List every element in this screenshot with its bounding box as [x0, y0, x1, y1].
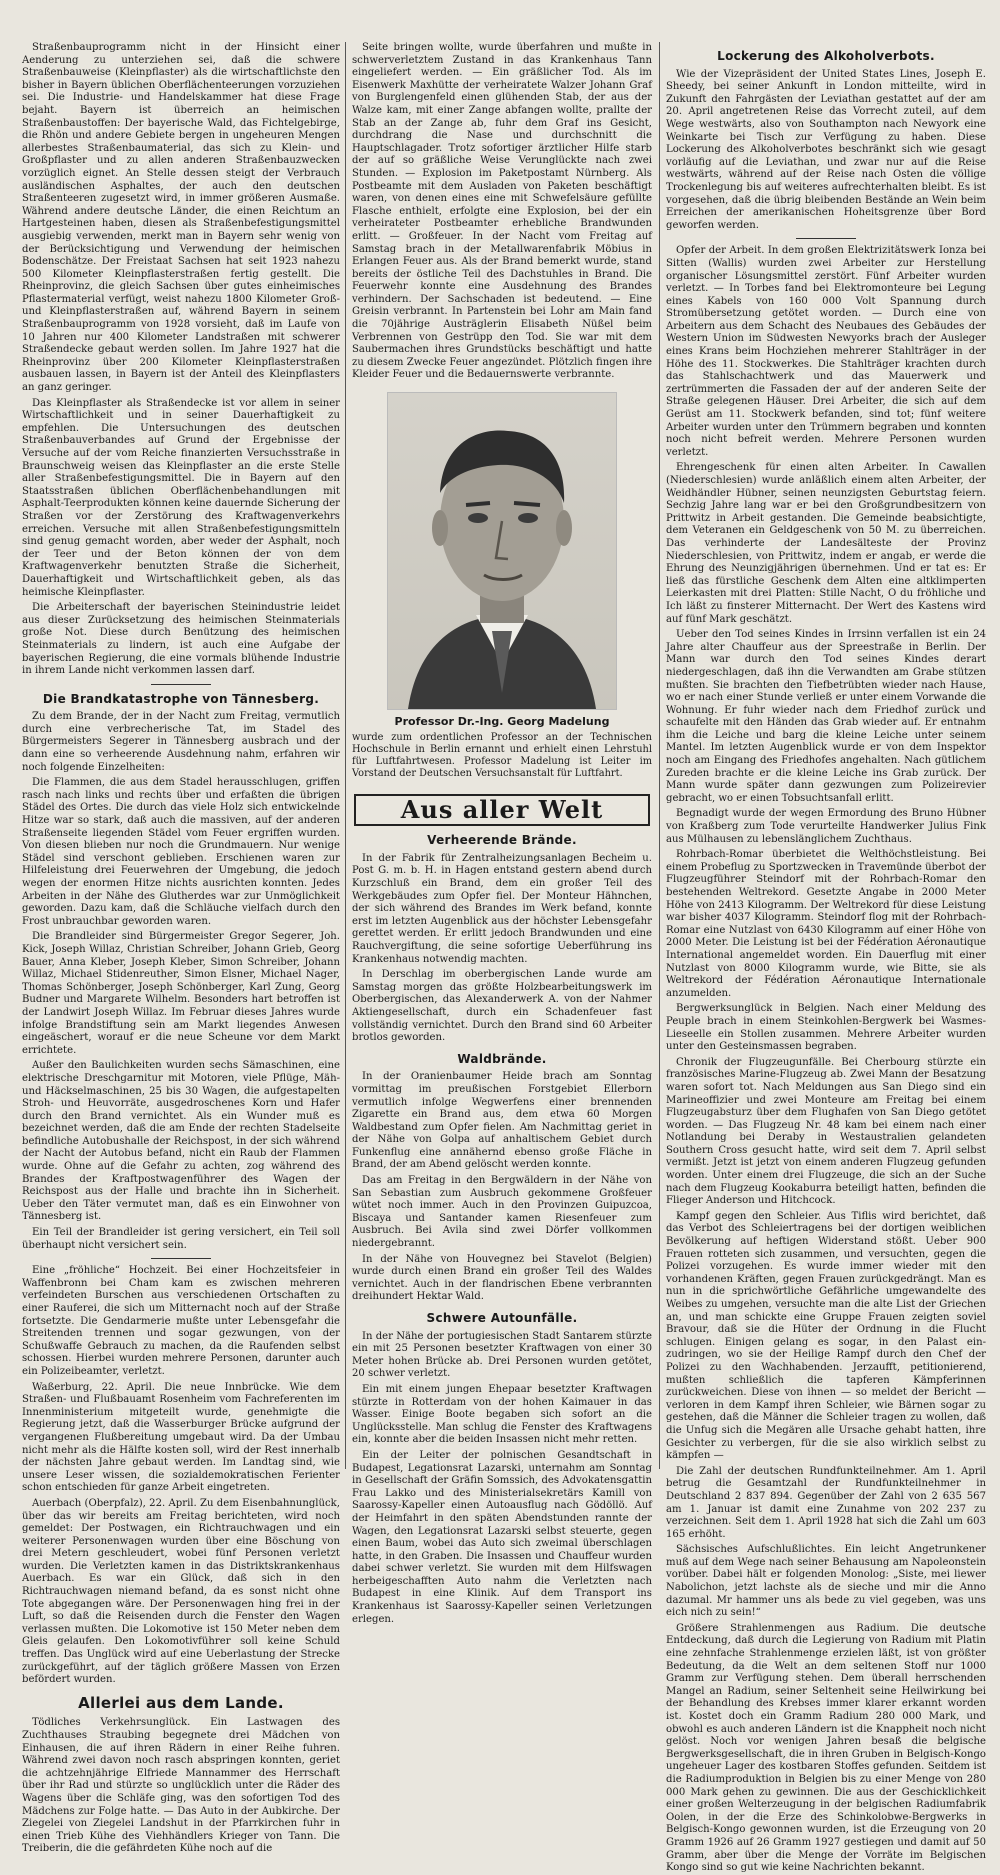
section-heading: Waldbrände.: [457, 1051, 547, 1066]
article-paragraph: Außer den Baulichkeiten wurden sechs Sämaschinen, eine elektrische Dreschgarnitur mit Motoren, viele Pflüge, Mäh- und Häckselmaschinen, 25 bis 30 Wagen, die aufgestapelten Stroh- und Heuvorräte, ausgedroschenes Korn und Hafer durch den Brand vernichtet. Als ein Wunder muß es bezeichnet werden, daß die am Ende der rechten Stadelseite befindliche Autobushalle der Reichspost, in der sich während der Nacht der Autobus befand, nicht ein Raub der Flammen wurde. Ohne auf die Gefahr zu achten, zog während des Brandes der Kraftpostwagenführer des Wagen der Reichspost aus der Halle und brachte ihn in Sicherheit. Ueber den Täter vermutet man, daß es ein Einwohner von Tännesberg ist.: [22, 1060, 340, 1223]
article-paragraph: Rohrbach-Romar überbietet die Welthöchstleistung. Bei einem Probeflug zu Sportzwecken in Travemünde überbot der Flugzeugführer Steindorf mit der Rohrbach-Romar den bestehenden Weltrekord. Gesetzte Angabe in 2000 Meter Höhe von 2413 Kilogramm. Der Weltrekord für diese Leistung war bisher 4037 Kilogramm. Steindorf flog mit der Rohrbach-Romar eine Nutzlast von 6430 Kilogramm auf einer Höhe von 2000 Meter. Die Leistung ist bei der Fédération Aéronautique International angemeldet worden. Ein Dauerflug mit einer Nutzlast von 8000 Kilogramm wurde, wie Bitte, sie als Weltrekord der Fédération Aéronautique Internationale anzumelden.: [666, 849, 986, 999]
article-paragraph: Opfer der Arbeit. In dem großen Elektrizitätswerk Ionza bei Sitten (Wallis) wurden zwei Arbeiter zur Herstellung organischer Lösungsmittel zerstört. Fünf Arbeiter wurden verletzt. — In Torbes fand bei Elektromonteure bei Legung eines Kabels von 160 000 Volt Spannung durch Stromübersetzung getötet worden. — Durch eine von Arbeitern aus dem Schacht des Neubaues des Gebäudes der Western Union im Südwesten Newyorks brach der Ausleger eines Krans beim Hochziehen mehrerer Stahlträger in der Höhe des 11. Stockwerkes. Die Stahlträger krachten durch das Stahlschachtwerk und das Mauerwerk und zertrümmerten die Fassaden der auf der anderen Seite der Straße gelegenen Häuser. Drei Arbeiter, die sich auf dem Gerüst am 11. Stockwerk befanden, sind tot; fünf weitere Arbeiter wurden unter den Trümmern begraben und konnten noch nicht befreit werden. Mehrere Personen wurden verletzt.: [666, 245, 986, 458]
article-paragraph: Zu dem Brande, der in der Nacht zum Freitag, vermutlich durch eine verbrecherische Tat, im Stadel des Bürgermeisters Segerer in Tännesberg ausbrach und der dann eine so verheerende Ausdehnung nahm, erfahren wir noch folgende Einzelheiten:: [22, 711, 340, 773]
article-paragraph: Wie der Vizepräsident der United States Lines, Joseph E. Sheedy, bei seiner Ankunft in London mitteilte, wird in Zukunft den Fahrgästen der Leviathan gestattet auf der am 20. April angetretenen Reise das Vorrecht zuteil, auf dem Wege westwärts, also von Southampton nach Newyork eine Weinkarte bei Tisch zur Verfügung zu haben. Diese Lockerung des Alkoholverbotes beschränkt sich wie gesagt vorläufig auf die Leviathan, und zwar nur auf die Reise westwärts, während auf der Reise nach Osten die völlige Trockenlegung bis auf weiteres aufrechterhalten bleibt. Es ist vorgesehen, daß die übrig bleibenden Bestände an Wein beim Erreichen der amerikanischen Hoheitsgrenze über Bord geworfen werden.: [666, 68, 986, 231]
section-divider: [796, 238, 856, 239]
article-paragraph: Tödliches Verkehrsunglück. Ein Lastwagen des Zuchthauses Straubing begegnete drei Mädchen von Einhausen, die auf ihren Rädern in einer Reihe fuhren. Während zwei davon noch rasch abspringen konnten, geriet die achtzehnjährige Elfriede Mannammer des Herrschaft über ihr Rad und stürzte so unglücklich unter die Räder des Wagens über die Schläfe ging, was den sofortigen Tod des Mädchens zur Folge hatte. — Das Auto in der Aubkirche. Der Ziegelei von Ziegelei Landshut in der Pfarrkirchen fuhr in einen Trieb Kühe des Viehhändlers Krieger von Tann. Die Treiberin, die die gefährdeten Kühe noch auf die: [22, 1717, 340, 1855]
section-heading: Die Brandkatastrophe von Tännesberg.: [42, 691, 320, 706]
article-paragraph: Ein mit einem jungen Ehepaar besetzter Kraftwagen stürzte in Rotterdam von der hohen Kaimauer in das Wasser. Einige Boote begaben sich sofort an die Unglücksstelle. Man schlug die Fenster des Kraftwagens ein, konnte aber die beiden Insassen nicht mehr retten.: [352, 1383, 652, 1446]
caption-body: wurde zum ordentlichen Professor an der Technischen Hochschule in Berlin ernannt und erhielt einen Lehrstuhl für Luftfahrtwesen. Professor Madelung ist Leiter im Vorstand der Deutschen Versuchsanstalt für Luftfahrt.: [352, 731, 652, 779]
article-paragraph: Eine „fröhliche“ Hochzeit. Bei einer Hochzeitsfeier in Waffenbronn bei Cham kam es zwischen mehreren verfeindeten Burschen aus verschiedenen Ortschaften zu einer Rauferei, die sich um Mitternacht noch auf der Straße fortsetzte. Die Gendarmerie mußte unter Lebensgefahr die Streitenden trennen und sogar gezwungen, von der Schußwaffe Gebrauch zu machen, da die Raufenden selbst schossen. Hierbei wurden mehrere Personen, darunter auch ein Polizeibeamter, verletzt.: [22, 1265, 340, 1377]
section-heading: Verheerende Brände.: [427, 833, 577, 848]
column-rule: [659, 42, 660, 1469]
article-paragraph: Seite bringen wollte, wurde überfahren und mußte in schwerverletztem Zustand in das Krankenhaus Tann eingeliefert werden. — Ein gräßlicher Tod. Als im Eisenwerk Maxhütte der verheiratete Walzer Johann Graf von Burglengenfeld einen glühenden Stab, der aus der Walze kam, mit einer Zange abfangen wollte, prallte der Stab an der Zange ab, fuhr dem Graf ins Gesicht, durchdrang die Nase und durchschnitt die Hauptschlagader. Trotz sofortiger ärztlicher Hilfe starb der auf so gräßliche Weise Verunglückte nach zwei Stunden. — Explosion im Paketpostamt Nürnberg. Als Postbeamte mit dem Ausladen von Paketen beschäftigt waren, von denen eines eine mit Schwefelsäure gefüllte Flasche enthielt, erfolgte eine Explosion, bei der ein verheirateter Postbeamter erhebliche Brandwunden erlitt. — Großfeuer. In der Nacht vom Freitag auf Samstag brach in der Metallwarenfabrik Möbius in Erlangen Feuer aus. Als der Brand bemerkt wurde, stand bereits der östliche Teil des Dachstuhles in Brand. Die Feuerwehr konnte eine Ausdehnung des Brandes verhindern. Der Sachschaden ist bedeutend. — Eine Greisin verbrannt. In Partenstein bei Lohr am Main fand die 70jährige Austräglerin Elisabeth Nüßel beim Verbrennen von Gestrüpp den Tod. Sie war mit dem Saubermachen ihres Grundstücks beschäftigt und hatte zu diesem Zwecke Feuer angezündet. Plötzlich fingen ihre Kleider Feuer und die Bedauernswerte verbrannte.: [352, 42, 652, 381]
article-paragraph: In der Oranienbaumer Heide brach am Sonntag vormittag im preußischen Forstgebiet Ellerborn vermutlich infolge Wegwerfens einer brennenden Zigarette ein Brand aus, dem etwa 60 Morgen Waldbestand zum Opfer fielen. Am Nachmittag geriet in der Nähe von Golpa auf anhaltischem Gebiet durch Funkenflug eine annähernd ebenso große Fläche in Brand, der am Abend gelöscht werden konnte.: [352, 1071, 652, 1171]
article-paragraph: Die Brandleider sind Bürgermeister Gregor Segerer, Joh. Kick, Joseph Willaz, Christian Schreiber, Johann Grieb, Georg Bauer, Anna Kleber, Joseph Kleber, Simon Schreiber, Johann Willaz, Michael Stidenreuther, Simon Elsner, Michael Nager, Thomas Schönberger, Joseph Schönberger, Karl Zung, Georg Budner und Margarete Wilhelm. Besonders hart betroffen ist der Landwirt Joseph Willaz. Im Februar dieses Jahres wurde infolge Brandstiftung sein am Markt liegendes Anwesen eingeäschert, worauf er die neue Scheune vor dem Markt errichtete.: [22, 931, 340, 1056]
column-left: [22, 42, 340, 1855]
section-divider: [151, 684, 211, 685]
article-paragraph: Ein der Leiter der polnischen Gesandtschaft in Budapest, Legationsrat Lazarski, unternahm am Sonntag in Gesellschaft der Gräfin Somssich, des Advokatensgattin Frau Lakko und des Ministerialsekretärs Kamill von Saarossy-Kapeller einen Autoausflug nach Gödöllö. Auf der Heimfahrt in den späten Abendstunden rannte der Wagen, den Legationsrat Lazarski selbst steuerte, gegen einen Baum, wobei das Auto sich zweimal überschlagen hatte, in den Graben. Die Insassen und Chauffeur wurden dabei schwer verletzt. Sie wurden mit dem Hilfswagen herbeigeschafften Auto nahm die Verletzten nach Budapest in eine Klinik. Auf dem Transport ins Krankenhaus ist Saarossy-Kapeller seinen Verletzungen erlegen.: [352, 1449, 652, 1625]
article-paragraph: In der Nähe von Houvegnez bei Stavelot (Belgien) wurde durch einen Brand ein großer Teil des Waldes vernichtet. Auch in der flandrischen Ebene verbrannten dreihundert Hektar Wald.: [352, 1253, 652, 1303]
column-right: [666, 42, 986, 1874]
column-middle: [352, 42, 652, 1625]
section-divider: [151, 1258, 211, 1259]
section-banner: Aus aller Welt: [354, 794, 650, 827]
section-heading: Schwere Autounfälle.: [426, 1311, 578, 1325]
portrait-photo: [387, 392, 617, 710]
article-paragraph: Sächsisches Aufschlußlichtes. Ein leicht Angetrunkener muß auf dem Wege nach seiner Behausung am Napoleonstein vorüber. Dabei hält er folgenden Monolog: „Siste, mei liewer Nabolichon, jetzt lachste als de sieche und mir die Anno dazumal. Mr hammer uns als bede zu viel gegeben, was uns eich nich zu sein!“: [666, 1544, 986, 1619]
article-paragraph: Das Kleinpflaster als Straßendecke ist vor allem in seiner Wirtschaftlichkeit und in seiner Dauerhaftigkeit zu empfehlen. Die Untersuchungen des deutschen Straßenbauverbandes auf Grund der Ergebnisse der Versuche auf der vom Reiche finanzierten Versuchsstraße in Braunschweig weisen das Kleinpflaster an die erste Stelle aller Straßenbefestigungsmittel. Die in Bayern auf den Staatsstraßen üblichen Oberflächenbehandlungen mit Asphalt-Teerprodukten können keine dauernde Sicherung der Straßen vor der Zerstörung des Kraftwagenverkehrs erreichen. Versuche mit allen Straßenbefestigungsmitteln sind genug gemacht worden, aber weder der Asphalt, noch der Teer und der Beton können der von dem Kraftwagenverkehr benutzten Straße die Sicherheit, Dauerhaftigkeit und Wirtschaftlichkeit geben, als das heimische Kleinpflaster.: [22, 397, 340, 598]
article-paragraph: Die Zahl der deutschen Rundfunkteilnehmer. Am 1. April betrug die Gesamtzahl der Rundfunkteilnehmer in Deutschland 2 837 894. Gegenüber der Zahl von 2 635 567 am 1. Januar ist damit eine Zunahme von 202 237 zu verzeichnen. Seit dem 1. April 1928 hat sich die Zahl um 603 165 erhöht.: [666, 1465, 986, 1540]
article-paragraph: Waßerburg, 22. April. Die neue Innbrücke. Wie dem Straßen- und Flußbauamt Rosenheim vom Fachreferenten im Innenministerium mitgeteilt wurde, genehmigte die Regierung jetzt, daß die Wasserburger Brücke aufgrund der vergangenen Flußbereitung umgebaut wird. Da der Umbau nicht mehr als die Hälfte kosten soll, wird der Rest innerhalb der nächsten Jahre gebaut werden. Im Landtag sind, wie unsere Leser wissen, die sozialdemokratischen Ferienter schon entschieden für ganze Arbeit eingetreten.: [22, 1381, 340, 1494]
article-paragraph: In der Fabrik für Zentralheizungsanlagen Becheim u. Post G. m. b. H. in Hagen entstand gestern abend durch Kurzschluß ein Brand, dem ein großer Teil des Werkgebäudes zum Opfer fiel. Der Monteur Hähnchen, der sich während des Brandes im Werk befand, konnte erst im letzten Augenblick aus der höchster Lebensgefahr gerettet werden. Er erlitt jedoch Brandwunden und eine Rauchvergiftung, die seine sofortige Ueberführung ins Krankenhaus notwendig machten.: [352, 852, 652, 965]
column-rule: [345, 42, 346, 1469]
article-paragraph: Die Arbeiterschaft der bayerischen Steinindustrie leidet aus dieser Zurücksetzung des heimischen Steinmaterials große Not. Diese durch Benützung des heimischen Steinmaterials zu lindern, ist auch eine Aufgabe der bayerischen Regierung, die eine vormals blühende Industrie in ihrem Lande nicht verkommen lassen darf.: [22, 602, 340, 677]
caption-title: Professor Dr.-Ing. Georg Madelung: [394, 715, 610, 729]
article-paragraph: Das am Freitag in den Bergwäldern in der Nähe von San Sebastian zum Ausbruch gekommene Großfeuer wütet noch immer. Auch in den Provinzen Guipuzcoa, Biscaya und Santander kamen Riesenfeuer zum Ausbruch. Bei Avila sind zwei Dörfer vollkommen niedergebrannt.: [352, 1175, 652, 1250]
article-paragraph: Ueber den Tod seines Kindes in Irrsinn verfallen ist ein 24 Jahre alter Chauffeur aus der Spreestraße in Berlin. Der Mann war durch den Tod seines Kindes derart niedergeschlagen, daß ihn die Verwandten am Grabe stützen mußten. Sie brachten den Tiefbetrübten wieder nach Hause, wo er nach einer Stunde verließ er unter einem Vorwande die Wohnung. Er fuhr wieder nach dem Friedhof zurück und schaufelte mit den Händen das Grab wieder auf. Er entnahm ihm die Leiche und barg die kleine Leiche unter seinem Mantel. Im letzten Augenblick wurde er von dem Inspektor noch am Eingang des Friedhofes angehalten. Nach gütlichem Zureden brachte er die kleine Leiche ins Grab zurück. Der Mann wurde später dann gezwungen zum Polizeirevier gebracht, wo er einen Tobsuchtsanfall erlitt.: [666, 629, 986, 804]
article-paragraph: Die Flammen, die aus dem Stadel herausschlugen, griffen rasch nach links und rechts über und erfaßten die übrigen Städel des Ortes. Die durch das viele Holz sich entwickelnde Hitze war so stark, daß auch die massiven, auf der anderen Straßenseite liegenden Städel vom Feuer ergriffen wurden. Von diesen blieben nur noch die Grundmauern. Nur wenige Städel sind verschont geblieben. Erschienen waren zur Hilfeleistung drei Feuerwehren der Umgebung, die jedoch wegen der enormen Hitze nichts ausrichten konnten. Jedes Arbeiten in der Nähe des Glutherdes war zur Unmöglichkeit geworden. Dazu kam, daß die Schläuche vielfach durch den Frost unbrauchbar geworden waren.: [22, 777, 340, 927]
article-paragraph: Größere Strahlenmengen aus Radium. Die deutsche Entdeckung, daß durch die Legierung von Radium mit Platin eine zehnfache Strahlenmenge erzielen läßt, ist von größter Bedeutung, da die Welt an dem seltenen Stoff nur 1000 Gramm zur Verfügung stehen. Dem überall herrschenden Mangel an Radium, seiner Seltenheit seine Heilwirkung bei der Behandlung des Krebses immer klarer erkannt worden ist. Kostet doch ein Gramm Radium 280 000 Mark, und obwohl es auch anderen Ländern ist die Knappheit noch nicht gelöst. Noch vor wenigen Jahren besaß die belgische Bergwerksgesellschaft, die in ihren Gruben in Belgisch-Kongo ungeheuer Lager des kostbaren Stoffes gefunden. Seitdem ist die Radiumproduktion in Belgien bis zu einer Menge von 280 000 Mark gehen zu gewinnen. Die aus der Geschicklichkeit einer großen Welterzeugung in der belgischen Radiumfabrik Oolen, in der die Erze des Schinkolobwe-Bergwerks in Belgisch-Kongo gewonnen wurden, ist die Erzeugung von 20 Gramm 1926 auf 26 Gramm 1927 gestiegen und damit auf 50 Gramm, aber über die Menge der Vorräte im Belgischen Kongo sind so gut wie keine Nachrichten bekannt.: [666, 1622, 986, 1874]
section-heading: Allerlei aus dem Lande.: [78, 1693, 284, 1712]
article-paragraph: Ehrengeschenk für einen alten Arbeiter. In Cawallen (Niederschlesien) wurde anläßlich einem alten Arbeiter, der Weidhändler Hübner, seinen neunzigsten Geburtstag feiern. Sechzig Jahre lang war er bei den Großgrundbesitzern von Prittwitz in Arbeit gestanden. Die Gemeinde beabsichtigte, dem Veteranen ein Geldgeschenk von 50 M. zu überreichen. Das verhinderte der Landesälteste der Provinz Niederschlesien, von Prittwitz, indem er angab, er werde die Ehrung des Neunzigjährigen übernehmen. Und er tat es: Er ließ das fürstliche Geschenk dem Alten eine altklimperten Leierkasten mit drei Platten: Stille Nacht, O du fröhliche und Ich läßt zu finsterer Mitternacht. Der Wert des Kastens wird auf fünf Mark geschätzt.: [666, 462, 986, 625]
article-paragraph: Chronik der Flugzeugunfälle. Bei Cherbourg stürzte ein französisches Marine-Flugzeug ab. Zwei Mann der Besatzung waren sofort tot. Nach Meldungen aus San Diego sind ein Marineoffizier und zwei Monteure am Freitag bei einem Flugzeugabsturz über dem Flughafen von San Diego getötet worden. — Das Flugzeug Nr. 48 kam bei einem nach einer Notlandung bei Deraby in Westaustralien gelandeten Southern Cross gesucht hatte, wird seit dem 7. April selbst vermißt. Jetzt ist jetzt von einem anderen Flugzeug gefunden worden. Unter einem drei Flugzeuge, die sich an der Suche nach dem Flugzeug Kookaburra beteiligt hatten, befinden die Flieger Anderson und Hitchcock.: [666, 1056, 986, 1207]
article-paragraph: Kampf gegen den Schleier. Aus Tiflis wird berichtet, daß das Verbot des Schleiertragens bei der dortigen weiblichen Bevölkerung auf heftigen Widerstand stößt. Ueber 900 Frauen rotteten sich zusammen, und versuchten, gegen die Polizei vorzugehen. Es wurde immer wieder mit den vorhandenen Kräften, gegen Frauen zurückgedrängt. Man es nun in die sprichwörtliche Gefährliche umgewandelte des Weibes zu umgehen, versuchte man die alte List der Griechen an, und man schickte eine Gruppe Frauen zeigten soviel Bravour, daß sie die Hüter der Ordnung in die Flucht schlugen. Einigen gelang es sogar, in den Palast ein-zudringen, wo sie der Heilige Rampf durch den Chef der Polizei zu den Wachhabenden. Jerzaufft, petitionierend, mußten schließlich die tapferen Kämpferinnen zurückweichen. Diese von ihnen — so meldet der Bericht — verloren in dem Kampf ihren Schleier, wie Bärnen sogar zu gestehen, daß die Männer die Schleier tragen zu wollen, daß die Unfug sich die Megären alle Ursache gehabt hatten, ihre Gesichter zu verbergen, für die sie also wirklich selbst zu kämpfen —: [666, 1210, 986, 1462]
article-paragraph: Auerbach (Oberpfalz), 22. April. Zu dem Eisenbahnunglück, über das wir bereits am Freitag berichteten, wird noch gemeldet: Der Postwagen, ein Richtrauchwagen und ein weiterer Personenwagen wurden über eine Böschung von drei Metern geschleudert, wobei fünf Personen verletzt wurden. Die Verletzten kamen in das Distriktskrankenhaus Auerbach. Es war ein Glück, daß sich in den Richtrauchwagen niemand befand, da es sonst nicht ohne Tote abgegangen wäre. Der Personenwagen hing frei in der Luft, so daß die Reisenden durch die Fenster den Wagen verlassen mußten. Die Lokomotive ist 150 Meter neben dem Gleis gelaufen. Den Lokomotivführer soll keine Schuld treffen. Das Unglück wird auf eine Ueberlastung der Strecke zurückgeführt, auf der täglich größere Massen von Erzen befördert wurden.: [22, 1497, 340, 1686]
article-paragraph: Straßenbauprogramm nicht in der Hinsicht einer Aenderung zu unterziehen sei, daß die schwere Straßenbauweise (Kleinpflaster) als die wirtschaftlichste den bisher in Bayern üblichen Oberflächenteerungen vorzuziehen sei. Die Industrie- und Handelskammer hat diese Frage bejaht. Bayern ist überreich an heimischen Straßenbaustoffen: Der bayerische Wald, das Fichtelgebirge, die Rhön und andere Gebiete bergen in ungeheuren Mengen allerbestes Straßenbaumaterial, das sich zu Klein- und Großpflaster und zu allen anderen Straßenbauzwecken vorzüglich eignet. An Stelle dessen steigt der Verbrauch ausländischen Asphaltes, der auch den deutschen Straßenteeren zugesetzt wird, in immer größeren Ausmaße. Während andere deutsche Länder, die einen Reichtum an Hartgesteinen haben, diesen als Straßenbefestigungsmittel ausgiebig verwenden, merkt man in Bayern sehr wenig von der Berücksichtigung und Verwendung der heimischen Bodenschätze. Der Freistaat Sachsen hat seit 1923 nahezu 500 Kilometer Kleinpflasterstraßen fertig gestellt. Die Rheinprovinz, die gleich Sachsen über gutes einheimisches Pflastermaterial verfügt, weist nahezu 1800 Kilometer Groß- und Kleinpflasterstraßen auf, während Bayern in seinem Straßenbauprogramm von 1928 vorsieht, daß im Laufe von 10 Jahren nur 400 Kilometer Landstraßen mit schwerer Straßendecke gebaut werden sollen. Im Jahre 1927 hat die Rheinprovinz über 200 Kilometer Kleinpflasterstraßen ausbauen lassen, in Bayern ist der Anteil des Kleinpflasters an ganz geringer.: [22, 42, 340, 394]
article-paragraph: Bergwerksunglück in Belgien. Nach einer Meldung des Peuple brach in einem Steinkohlen-Bergwerk bei Wasmes-Lieseelle ein Stollen zusammen. Mehrere Arbeiter wurden unter den Gesteinsmassen begraben.: [666, 1003, 986, 1053]
portrait-drawing: [388, 393, 616, 709]
article-paragraph: In Derschlag im oberbergischen Lande wurde am Samstag morgen das größte Holzbearbeitungswerk im Oberbergischen, das Alexanderwerk A. von der Nahmer Aktiengesellschaft, durch ein Schadenfeuer fast vollständig vernichtet. Durch den Brand sind 60 Arbeiter brotlos geworden.: [352, 969, 652, 1044]
article-paragraph: Begnadigt wurde der wegen Ermordung des Bruno Hübner von Kraßberg zum Tode verurteilte Handwerker Julius Fink aus Mülhausen zu lebenslänglichem Zuchthaus.: [666, 808, 986, 845]
article-paragraph: Ein Teil der Brandleider ist gering versichert, ein Teil soll überhaupt nicht versichert sein.: [22, 1227, 340, 1251]
section-heading: Lockerung des Alkoholverbots.: [717, 49, 935, 63]
article-paragraph: In der Nähe der portugiesischen Stadt Santarem stürzte ein mit 25 Personen besetzter Kraftwagen von einer 30 Meter hohen Brücke ab. Drei Personen wurden getötet, 20 schwer verletzt.: [352, 1330, 652, 1380]
portrait-figure: [352, 392, 652, 780]
